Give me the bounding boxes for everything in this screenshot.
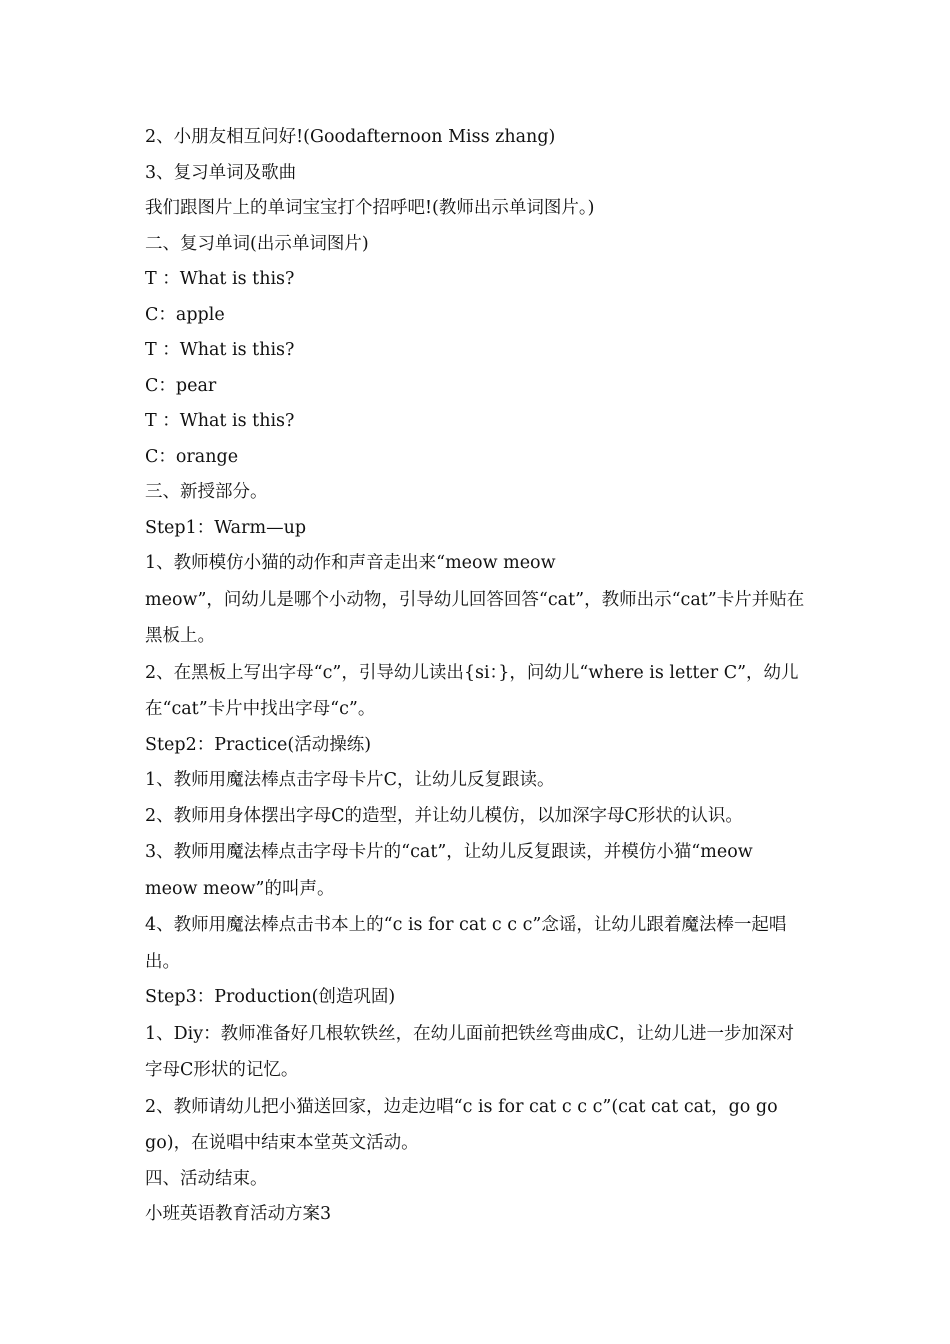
paragraph-review-intro: 我们跟图片上的单词宝宝打个招呼吧!(教师出示单词图片。): [145, 198, 595, 218]
section-heading-end: 四、活动结束。: [145, 1168, 268, 1189]
paragraph-step1-item1-start: 1、教师模仿小猫的动作和声音走出来“meow meow: [145, 553, 556, 573]
dialogue-line-child: C：pear: [145, 375, 217, 396]
dialogue-line-teacher: T ：What is this?: [145, 269, 295, 289]
section-heading-new-lesson: 三、新授部分。: [145, 482, 268, 502]
paragraph-step2-item1: 1、教师用魔法棒点击字母卡片C，让幼儿反复跟读。: [145, 770, 555, 790]
document-body: [145, 120, 810, 1233]
next-plan-title: 小班英语教育活动方案3: [145, 1204, 332, 1224]
step-heading-practice: Step2：Practice(活动操练): [145, 734, 372, 755]
paragraph-step1-item2: 2、在黑板上写出字母“c”，引导幼儿读出{si：}，问幼儿“where is letter C”，幼儿在“cat”卡片中找出字母“c”。: [145, 662, 799, 719]
step-heading-production: Step3：Production(创造巩固): [145, 987, 396, 1007]
paragraph-greeting: 2、小朋友相互问好!(Goodafternoon Miss zhang): [145, 127, 556, 147]
paragraph-review-heading: 3、复习单词及歌曲: [145, 162, 297, 183]
paragraph-step1-item1-continued: meow”，问幼儿是哪个小动物，引导幼儿回答回答“cat”，教师出示“cat”卡片并贴在黑板上。: [145, 589, 805, 646]
paragraph-step2-item4: 4、教师用魔法棒点击书本上的“c is for cat c c c”念谣，让幼儿跟着魔法棒一起唱出。: [145, 915, 787, 972]
paragraph-step3-item2: 2、教师请幼儿把小猫送回家，边走边唱“c is for cat c c c”(cat cat cat，go go go)，在说唱中结束本堂英文活动。: [145, 1096, 778, 1153]
dialogue-line-teacher: T ：What is this?: [145, 411, 295, 431]
paragraph-step2-item3: 3、教师用魔法棒点击字母卡片的“cat”，让幼儿反复跟读，并模仿小猫“meow meow meow”的叫声。: [145, 842, 753, 899]
paragraph-step2-item2: 2、教师用身体摆出字母C的造型，并让幼儿模仿，以加深字母C形状的认识。: [145, 805, 743, 826]
dialogue-line-child: C：apple: [145, 304, 225, 325]
dialogue-line-child: C：orange: [145, 446, 239, 467]
step-heading-warm-up: Step1：Warm—up: [145, 517, 307, 538]
section-heading-review-words: 二、复习单词(出示单词图片): [145, 233, 369, 254]
paragraph-step3-item1: 1、Diy：教师准备好几根软铁丝，在幼儿面前把铁丝弯曲成C，让幼儿进一步加深对字母C形状的记忆。: [145, 1023, 795, 1080]
dialogue-line-teacher: T ：What is this?: [145, 340, 295, 360]
